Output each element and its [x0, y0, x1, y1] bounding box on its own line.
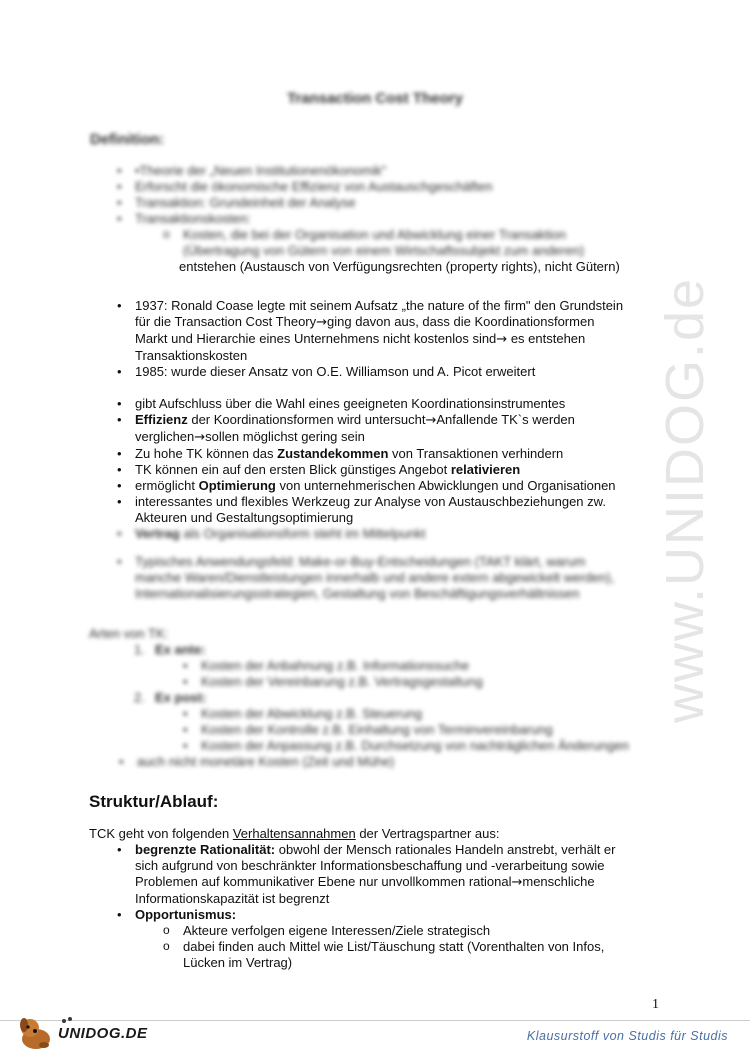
types-heading: Arten von TK: — [89, 626, 169, 641]
sub-item-continuation: Lücken im Vertrag) — [183, 955, 293, 970]
definition-sub — [113, 227, 633, 275]
opportunism-sub — [113, 923, 673, 971]
definition-list — [113, 163, 633, 275]
sub-item-continuation: (Übertragung von Gütern von einem Wirtschaftssubjekt zum anderen) — [183, 243, 585, 258]
list-item: • interessantes und flexibles Werkzeug zur Analyse von Austauschbeziehungen zw. Akteuren und Gestaltungsoptimierung — [113, 494, 673, 526]
list-item: • •Theorie der „Neuen Institutionenökonomik" — [113, 163, 633, 179]
types-section — [89, 626, 669, 770]
list-item: • Zu hohe TK können das Zustandekommen von Transaktionen verhindern — [113, 446, 673, 462]
paw-dot-icon — [62, 1019, 66, 1023]
footer-tagline: Klausurstoff von Studis für Studis — [526, 1029, 728, 1043]
list-item: • gibt Aufschluss über die Wahl eines geeigneten Koordinationsinstrumentes — [113, 396, 673, 412]
list-item: • ermöglicht Optimierung von unternehmerischen Abwicklungen und Organisationen — [113, 478, 673, 494]
list-item: • Erforscht die ökonomische Effizienz von Austauschgeschäften — [113, 179, 633, 195]
list-item: • Effizienz der Koordinationsformen wird untersucht→Anfallende TK`s werden verglichen→sollen möglichst gering sein — [113, 412, 673, 446]
purpose-list — [113, 396, 673, 602]
list-item: • Vertrag als Organisationsform steht im Mittelpunkt — [113, 526, 673, 542]
list-item: • Kosten der Abwicklung z.B. Steuerung — [179, 706, 669, 722]
non-monetary — [89, 754, 669, 770]
watermark: www.UNIDOG.de — [655, 276, 715, 724]
sub-item: o Akteure verfolgen eigene Interessen/Ziele strategisch — [157, 923, 673, 939]
list-item: • Kosten der Anbahnung z.B. Informationssuche — [179, 658, 669, 674]
list-item: • auch nicht monetäre Kosten (Zeit und Mühe) — [115, 754, 669, 770]
list-item: • Kosten der Kontrolle z.B. Einhaltung von Terminvereinbarung — [179, 722, 669, 738]
structure-heading: Struktur/Ablauf: — [89, 792, 219, 811]
list-item: • 1985: wurde dieser Ansatz von O.E. Williamson und A. Picot erweitert — [113, 364, 673, 380]
dog-icon — [16, 1015, 56, 1051]
list-item: • Kosten der Anpassung z.B. Durchsetzung von nachträglichen Änderungen — [179, 738, 669, 754]
list-item: • Opportunismus: — [113, 907, 673, 923]
list-item: • 1937: Ronald Coase legte mit seinem Aufsatz „the nature of the firm" den Grundstein für die Transaction Cost Theory→ging davon aus, dass die Koordinationsformen Markt und Hierarchie eines Unternehmens nicht kostenlos sind→ es entstehen Transaktionskosten — [113, 298, 673, 364]
page-number: 1 — [652, 997, 659, 1012]
list-item: • Kosten der Vereinbarung z.B. Vertragsgestaltung — [179, 674, 669, 690]
structure-list — [113, 842, 673, 971]
sub-item: o Kosten, die bei der Organisation und Abwicklung einer Transaktion — [157, 227, 633, 243]
ex-post-list — [89, 706, 669, 754]
list-item: • TK können ein auf den ersten Blick günstiges Angebot relativieren — [113, 462, 673, 478]
unidog-logo: UNIDOG.DE — [16, 1015, 156, 1051]
definition-heading: Definition: — [90, 131, 165, 148]
list-item: • begrenzte Rationalität: obwohl der Mensch rationales Handeln anstrebt, verhält er sich aufgrund von beschränkter Informationsbeschaffung und -verarbeitung sowie Problemen auf kommunikativer Ebene nur unvollkommen rational→menschliche Informationskapazität ist begrenzt — [113, 842, 673, 907]
list-item: • Transaktion: Grundeinheit der Analyse — [113, 195, 633, 211]
history-list — [113, 298, 673, 380]
ex-ante: 1. Ex ante: — [134, 642, 206, 657]
ex-ante-list — [89, 658, 669, 690]
list-item: • Typisches Anwendungsfeld: Make-or-Buy-Entscheidungen (TAKT klärt, warum manche Waren/Dienstleistungen innerhalb und andere extern abgewickelt werden), Internationalisierungsstrategien, Gestaltung von Beschäftigungsverhältnissen — [113, 554, 673, 602]
ex-post: 2. Ex post: — [134, 690, 207, 705]
structure-intro: TCK geht von folgenden Verhaltensannahmen der Vertragspartner aus: — [89, 826, 500, 841]
paw-dot-icon — [68, 1017, 72, 1021]
sub-item: o dabei finden auch Mittel wie List/Täuschung statt (Vorenthalten von Infos, — [157, 939, 673, 955]
document-title: Transaction Cost Theory — [287, 90, 463, 107]
list-item: • Transaktionskosten: — [113, 211, 633, 227]
sub-item-continuation: entstehen (Austausch von Verfügungsrechten (property rights), nicht Gütern) — [179, 259, 620, 274]
